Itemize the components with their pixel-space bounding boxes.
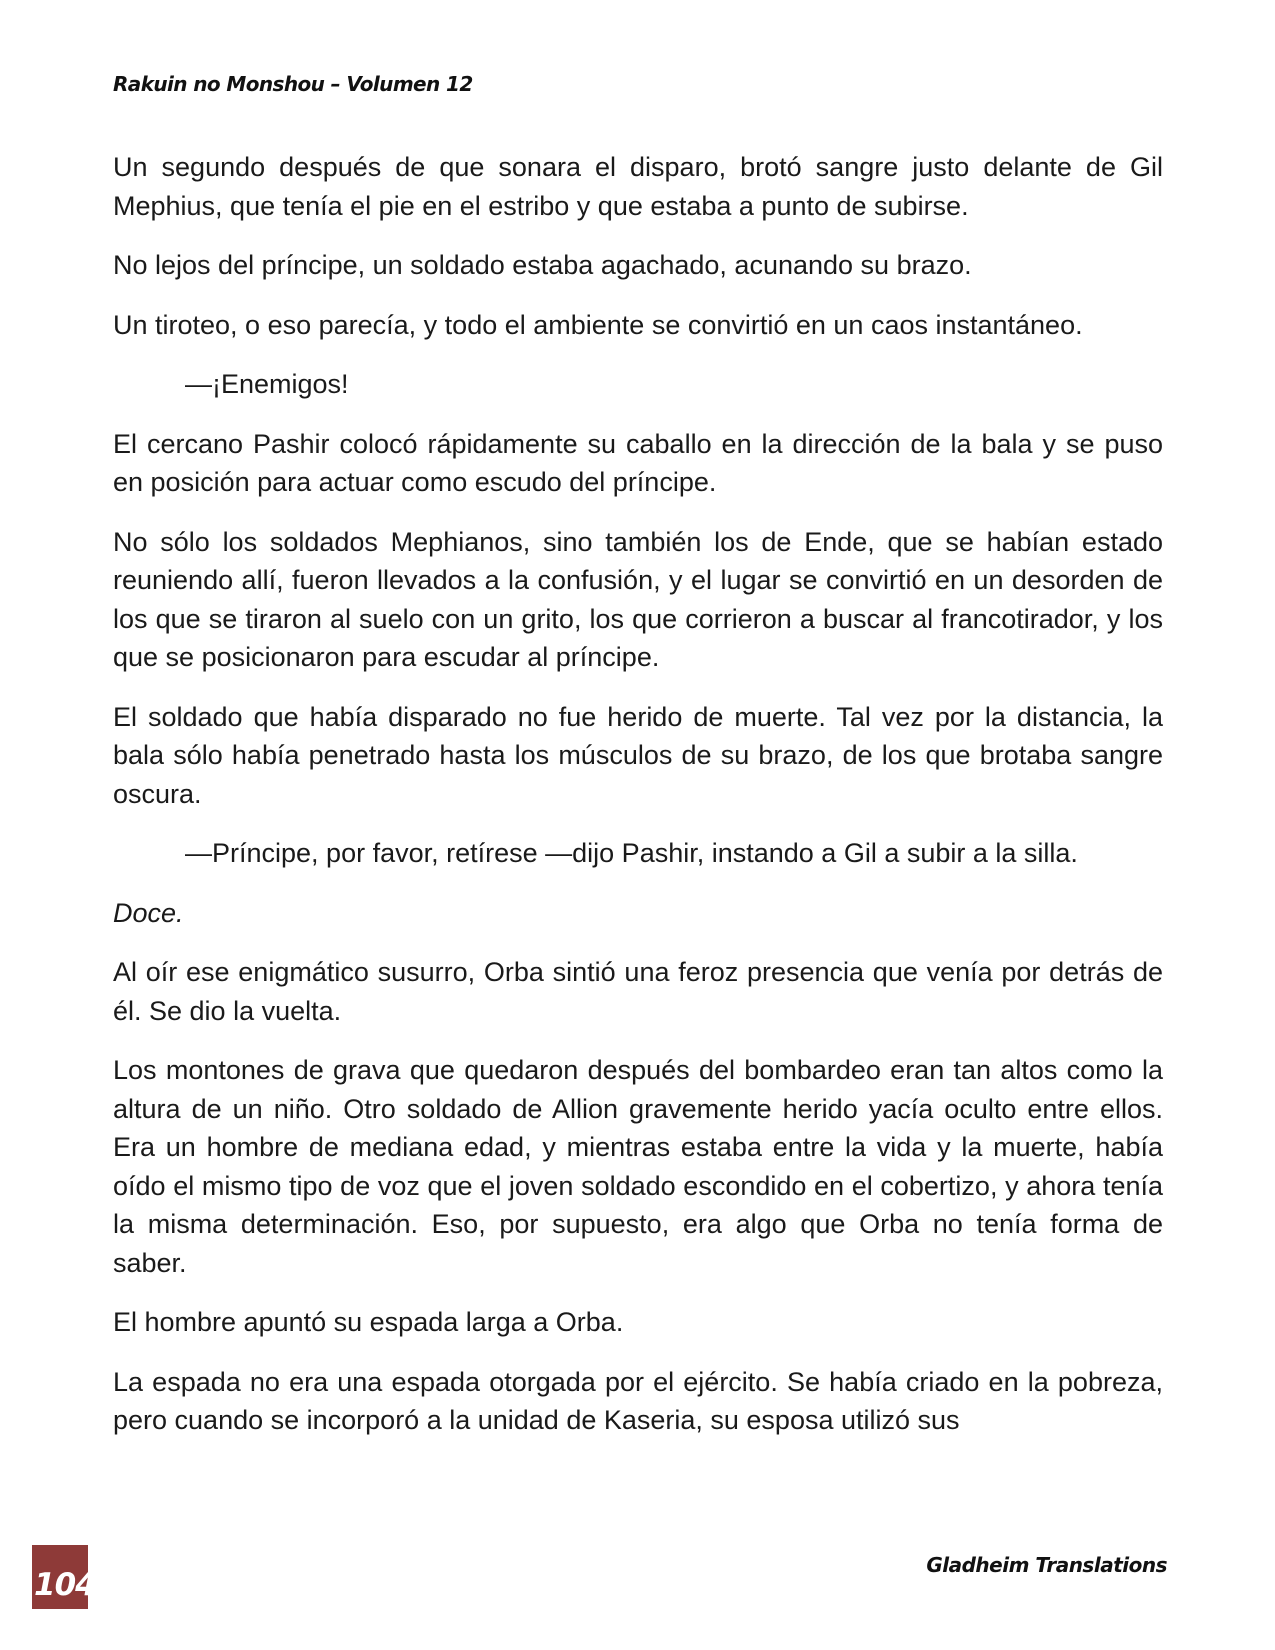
page-number: 104 xyxy=(34,1567,96,1603)
page-header-title: Rakuin no Monshou – Volumen 12 xyxy=(113,72,473,96)
paragraph: No sólo los soldados Mephianos, sino también los de Ende, que se habían estado reuniendo allí, fueron llevados a la confusión, y el lugar se convirtió en un desorden de los que se tiraron al suelo con un grito, los que corrieron a buscar al francotirador, y los que se posicionaron para escudar al príncipe. xyxy=(113,526,1163,672)
paragraph: Un tiroteo, o eso parecía, y todo el ambiente se convirtió en un caos instantáneo. xyxy=(113,309,1083,340)
paragraph: Un segundo después de que sonara el disparo, brotó sangre justo delante de Gil Mephius, que tenía el pie en el estribo y que estaba a punto de subirse. xyxy=(113,152,1163,221)
body-text xyxy=(113,148,1163,1461)
dialogue-line: —¡Enemigos! xyxy=(185,369,349,399)
italic-whisper: Doce. xyxy=(113,897,184,928)
footer-credit: Gladheim Translations xyxy=(926,1553,1167,1577)
dialogue-line: —Príncipe, por favor, retírese —dijo Pashir, instando a Gil a subir a la silla. xyxy=(185,838,1078,868)
paragraph: No lejos del príncipe, un soldado estaba agachado, acunando su brazo. xyxy=(113,250,972,280)
paragraph: El soldado que había disparado no fue herido de muerte. Tal vez por la distancia, la bala sólo había penetrado hasta los músculos de su brazo, de los que brotaba sangre oscura. xyxy=(113,701,1163,809)
paragraph: El hombre apuntó su espada larga a Orba. xyxy=(113,1307,624,1337)
paragraph: El cercano Pashir colocó rápidamente su caballo en la dirección de la bala y se puso en posición para actuar como escudo del príncipe. xyxy=(113,428,1163,497)
paragraph: La espada no era una espada otorgada por el ejército. Se había criado en la pobreza, pero cuando se incorporó a la unidad de Kaseria, su esposa utilizó sus xyxy=(113,1366,1163,1435)
paragraph: Al oír ese enigmático susurro, Orba sintió una feroz presencia que venía por detrás de él. Se dio la vuelta. xyxy=(113,957,1163,1026)
paragraph: Los montones de grava que quedaron después del bombardeo eran tan altos como la altura de un niño. Otro soldado de Allion gravemente herido yacía oculto entre ellos. Era un hombre de mediana edad, y mientras estaba entre la vida y la muerte, había oído el mismo tipo de voz que el joven soldado escondido en el cobertizo, y ahora tenía la misma determinación. Eso, por supuesto, era algo que Orba no tenía forma de saber. xyxy=(113,1055,1163,1278)
